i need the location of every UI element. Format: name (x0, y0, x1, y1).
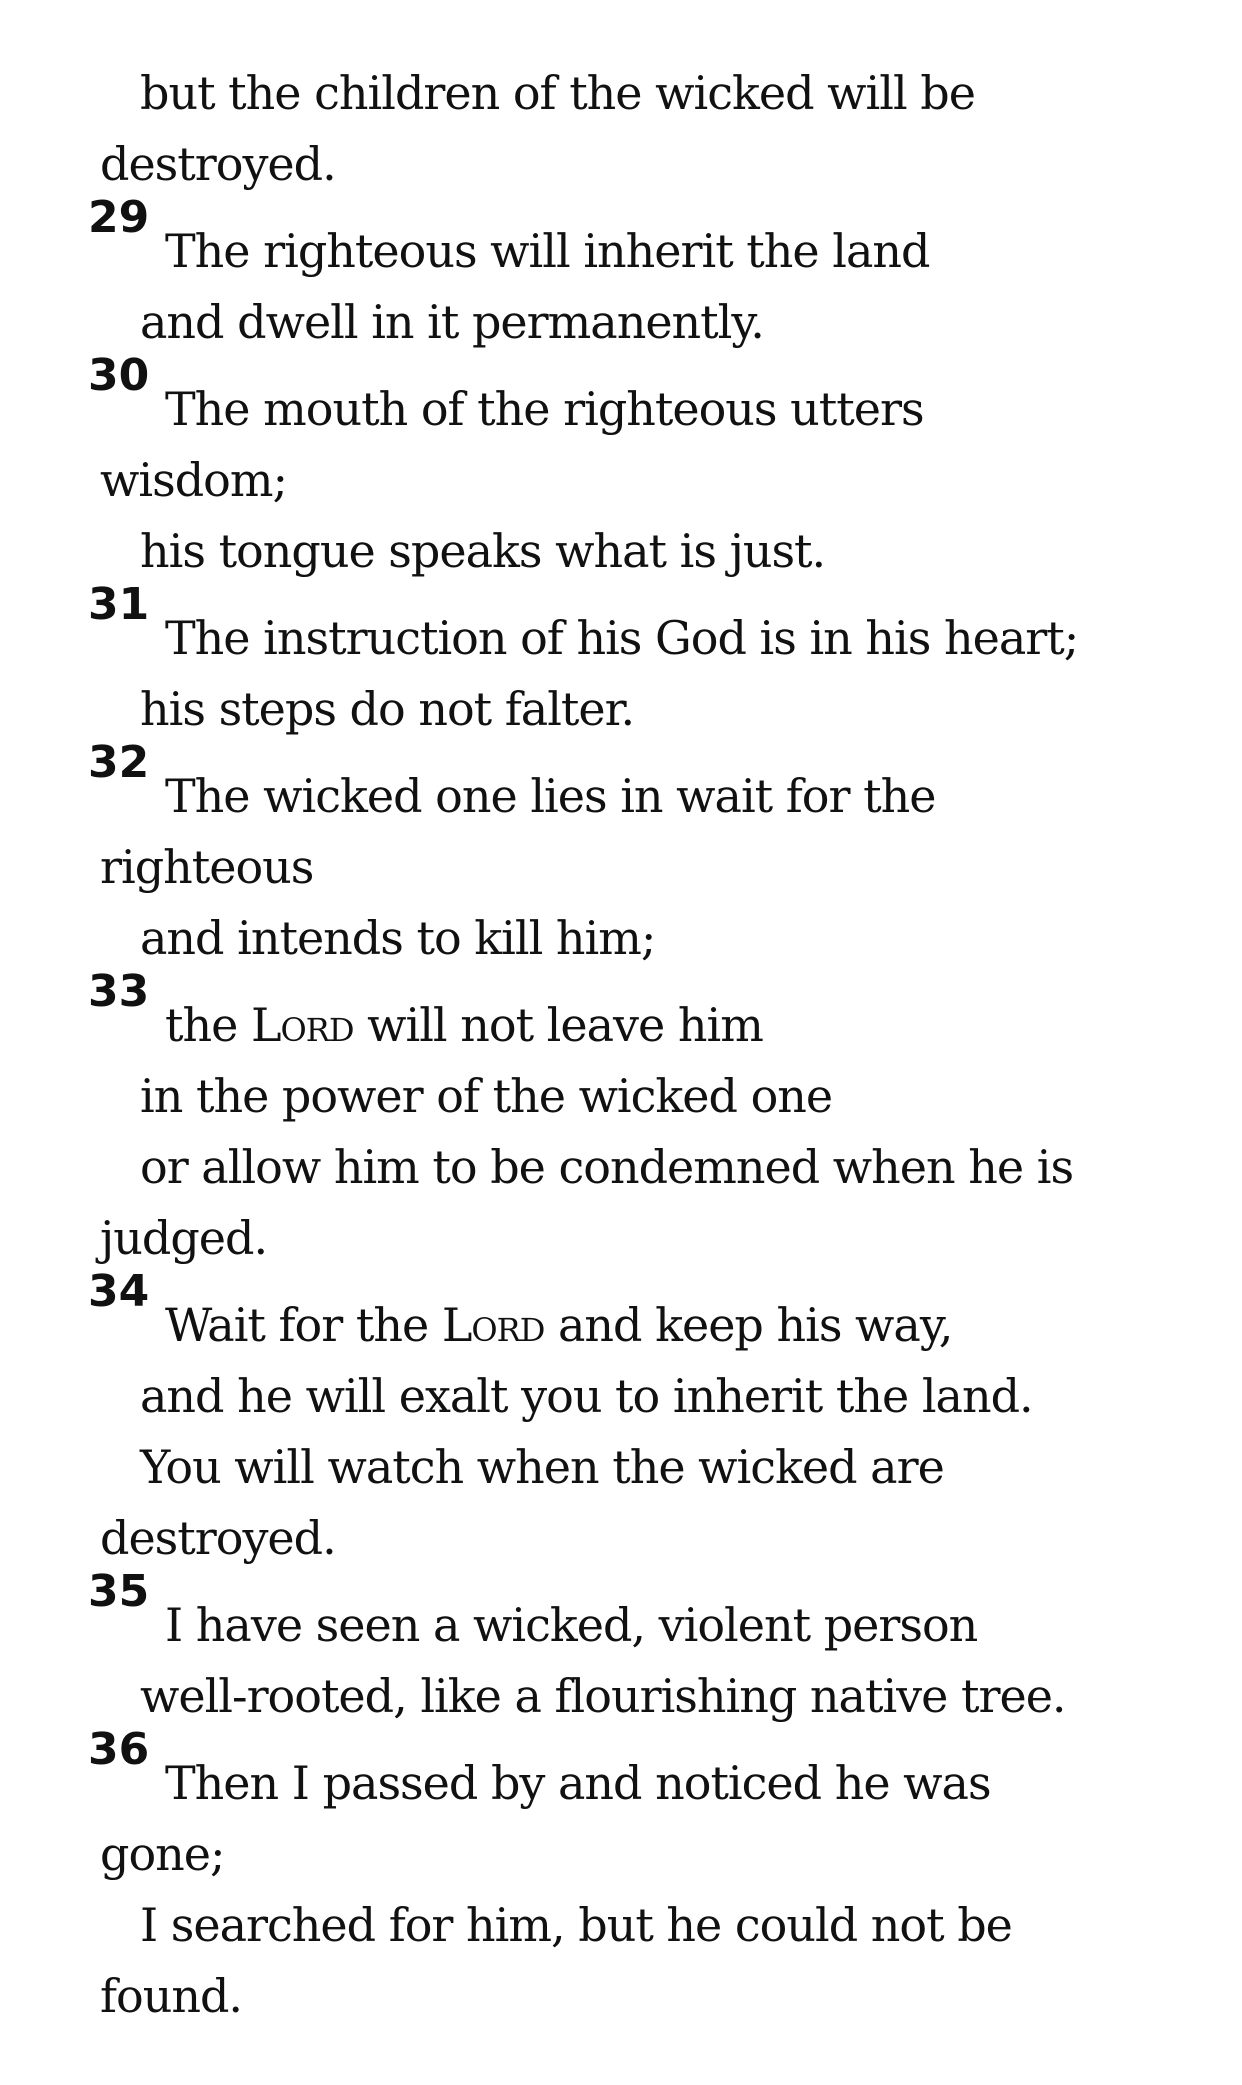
verse-text: and keep his way, (544, 1298, 953, 1352)
verse-line: destroyed. (100, 137, 336, 191)
verse-line: righteous (100, 840, 314, 894)
verse-number: 29 (88, 192, 150, 243)
verse-line (88, 966, 1210, 1061)
scripture-passage (88, 58, 1210, 2032)
verse-text: Then I passed by and noticed he was (165, 1756, 991, 1810)
verse-line: destroyed. (100, 1511, 336, 1565)
verse-line: judged. (100, 1211, 268, 1265)
verse-number: 36 (88, 1724, 150, 1775)
verse-line: his tongue speaks what is just. (140, 524, 826, 578)
verse-line: I searched for him, but he could not be (140, 1898, 1012, 1952)
verse-line: in the power of the wicked one (140, 1069, 833, 1123)
verse-number: 33 (88, 966, 150, 1017)
verse-31 (88, 579, 1210, 745)
verse-text: the (165, 998, 251, 1052)
verse-32 (88, 737, 1210, 974)
verse-text: The wicked one lies in wait for the (165, 769, 936, 823)
verse-text: will not leave him (353, 998, 763, 1052)
verse-line (88, 737, 1210, 832)
divine-name: Lord (441, 1298, 545, 1352)
verse-line: and he will exalt you to inherit the land. (140, 1369, 1033, 1423)
verse-number: 30 (88, 350, 150, 401)
verse-number: 31 (88, 579, 150, 630)
verse-line: well-rooted, like a flourishing native tree. (140, 1669, 1066, 1723)
verse-34 (88, 1266, 1210, 1574)
verse-33 (88, 966, 1210, 1274)
verse-36 (88, 1724, 1210, 2032)
verse-30 (88, 350, 1210, 587)
verse-text: Wait for the (165, 1298, 442, 1352)
verse-line (88, 1266, 1210, 1361)
verse-line (88, 350, 1210, 445)
verse-line: wisdom; (100, 453, 287, 507)
verse-text: The mouth of the righteous utters (165, 382, 924, 436)
verse-line: or allow him to be condemned when he is (140, 1140, 1074, 1194)
verse-line: You will watch when the wicked are (140, 1440, 944, 1494)
verse-line: and dwell in it permanently. (140, 295, 764, 349)
verse-text: The instruction of his God is in his heart; (165, 611, 1079, 665)
verse-35 (88, 1566, 1210, 1732)
verse-line: gone; (100, 1827, 225, 1881)
verse-line: and intends to kill him; (140, 911, 656, 965)
verse-line (88, 1566, 1210, 1661)
verse-number: 34 (88, 1266, 150, 1317)
verse-text: The righteous will inherit the land (165, 224, 930, 278)
verse-line: found. (100, 1969, 243, 2023)
verse-line (88, 579, 1210, 674)
verse-line: his steps do not falter. (140, 682, 635, 736)
verse-text: I have seen a wicked, violent person (165, 1598, 978, 1652)
verse-number: 35 (88, 1566, 150, 1617)
verse-29 (88, 192, 1210, 358)
divine-name: Lord (250, 998, 354, 1052)
verse-line (88, 1724, 1210, 1819)
verse-line: but the children of the wicked will be (140, 66, 975, 120)
verse-number: 32 (88, 737, 150, 788)
verse-line (88, 192, 1210, 287)
